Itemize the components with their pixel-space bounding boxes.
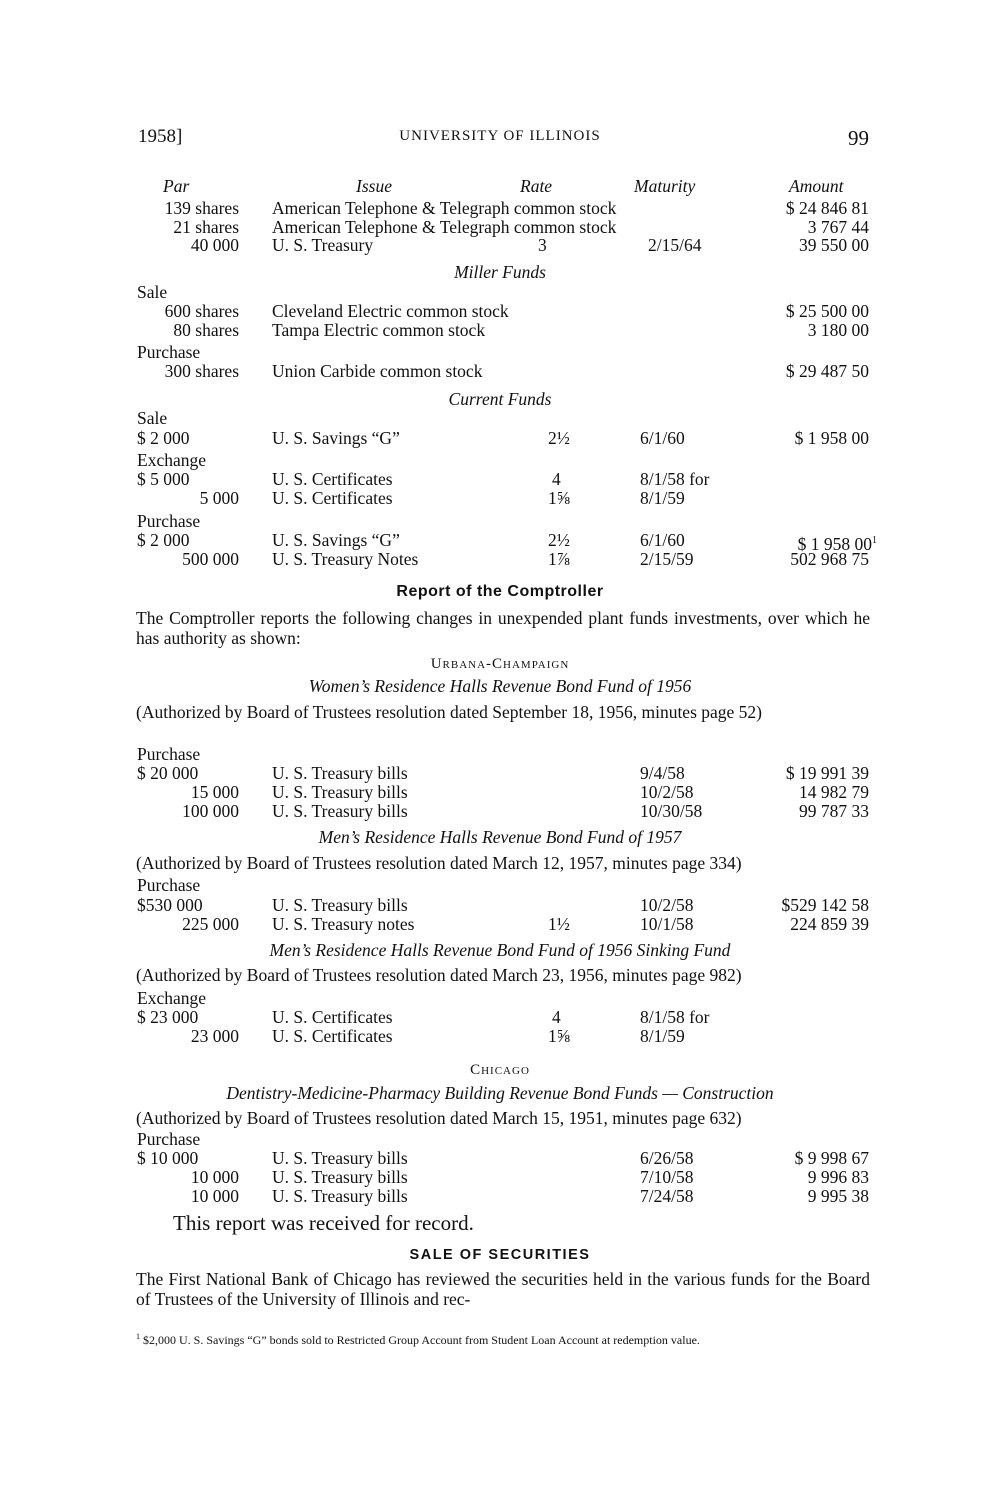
par: $530 000 — [137, 895, 203, 915]
section-title-miller: Miller Funds — [454, 262, 546, 282]
label-purchase: Purchase — [137, 342, 201, 362]
amount: $ 1 958 00 — [794, 428, 869, 448]
rate: 1⅞ — [548, 549, 570, 569]
par: $ 10 000 — [137, 1148, 199, 1168]
col-rate: Rate — [520, 176, 553, 196]
par: 15 000 — [190, 782, 239, 802]
maturity: 6/26/58 — [640, 1148, 694, 1168]
sale-securities-text: The First National Bank of Chicago has reviewed the securities held in the various funds for the Board of Trustees of the University of Illinois and rec- — [136, 1269, 870, 1309]
maturity: 2/15/59 — [640, 549, 694, 569]
amount: 99 787 33 — [799, 801, 869, 821]
amount: $ 24 846 81 — [785, 198, 869, 218]
par: 225 000 — [182, 914, 239, 934]
chicago-heading: Chicago — [470, 1062, 530, 1078]
label-purchase: Purchase — [137, 744, 201, 764]
amount: $ 19 991 39 — [785, 763, 869, 783]
par: 300 shares — [164, 361, 239, 381]
issue: U. S. Certificates — [272, 488, 393, 508]
maturity: 8/1/59 — [640, 488, 685, 508]
footnote — [136, 1330, 870, 1347]
par: 23 000 — [190, 1026, 239, 1046]
amount: $ 1 958 $00^1$ — [797, 533, 877, 554]
issue: U. S. Treasury bills — [272, 763, 408, 783]
par: 139 shares — [164, 198, 239, 218]
par: $ 20 000 — [137, 763, 199, 783]
amount: $529 142 58 — [781, 895, 869, 915]
label-exchange: Exchange — [137, 450, 206, 470]
footnote-mark: 1 — [136, 1332, 140, 1341]
issue: U. S. Treasury bills — [272, 1186, 408, 1206]
header-title: UNIVERSITY OF ILLINOIS — [399, 128, 601, 144]
maturity: 10/1/58 — [640, 914, 694, 934]
maturity: 8/1/58 for — [640, 1007, 710, 1027]
maturity: 9/4/58 — [640, 763, 685, 783]
amount: 224 859 39 — [790, 914, 869, 934]
col-issue: Issue — [356, 176, 392, 196]
par: $ 2 000 — [137, 530, 190, 550]
received-note: This report was received for record. — [173, 1211, 474, 1235]
womens-fund-title: Women’s Residence Halls Revenue Bond Fund of 1956 — [308, 676, 692, 696]
maturity: 7/24/58 — [640, 1186, 694, 1206]
amount: $ 29 487 50 — [785, 361, 869, 381]
maturity: 8/1/58 for — [640, 469, 710, 489]
col-maturity: Maturity — [634, 176, 696, 196]
maturity: 6/1/60 — [640, 428, 685, 448]
comptroller-intro: The Comptroller reports the following changes in unexpended plant funds investments, over which he has authority as shown: — [136, 608, 870, 648]
mens-fund-title: Men’s Residence Halls Revenue Bond Fund of 1957 — [318, 827, 682, 847]
issue: U. S. Treasury bills — [272, 1148, 408, 1168]
maturity: 10/2/58 — [640, 895, 694, 915]
amount: 502 968 75 — [790, 549, 869, 569]
rate: 2½ — [548, 530, 570, 550]
amount: 39 550 00 — [799, 235, 869, 255]
amount: 9 995 38 — [807, 1186, 869, 1206]
maturity: 10/2/58 — [640, 782, 694, 802]
header-year: 1958] — [138, 126, 183, 147]
rate: 2½ — [548, 428, 570, 448]
footnote-ref: 1 — [872, 535, 877, 546]
label-sale: Sale — [137, 408, 168, 428]
label-purchase: Purchase — [137, 1129, 201, 1149]
issue: U. S. Savings “G” — [272, 530, 400, 550]
issue: U. S. Savings “G” — [272, 428, 400, 448]
issue: American Telephone & Telegraph common stock — [272, 217, 617, 237]
issue: U. S. Treasury Notes — [272, 549, 419, 569]
maturity: 10/30/58 — [640, 801, 703, 821]
mens-authorization: (Authorized by Board of Trustees resolution dated March 12, 1957, minutes page 334) — [136, 853, 742, 873]
label-sale: Sale — [137, 282, 168, 302]
par: 5 000 — [199, 488, 239, 508]
sinking-authorization: (Authorized by Board of Trustees resolution dated March 23, 1956, minutes page 982) — [136, 965, 742, 985]
par: 21 shares — [173, 217, 239, 237]
footnote-text: $2,000 U. S. Savings “G” bonds sold to Restricted Group Account from Student Loan Account at redemption value. — [143, 1333, 700, 1347]
issue: U. S. Treasury notes — [272, 914, 415, 934]
maturity: 8/1/59 — [640, 1026, 685, 1046]
issue: U. S. Treasury bills — [272, 782, 408, 802]
issue: U. S. Treasury — [272, 235, 374, 255]
par: $ 23 000 — [137, 1007, 199, 1027]
issue: U. S. Treasury bills — [272, 801, 408, 821]
issue: U. S. Certificates — [272, 1007, 393, 1027]
urbana-heading: Urbana-Champaign — [430, 656, 570, 672]
rate: 3 — [538, 235, 547, 255]
amount: 14 982 79 — [799, 782, 869, 802]
comptroller-heading: Report of the Comptroller — [396, 583, 604, 600]
amount: 9 996 83 — [807, 1167, 869, 1187]
section-title-current: Current Funds — [448, 389, 552, 409]
issue: Cleveland Electric common stock — [272, 301, 509, 321]
maturity: 6/1/60 — [640, 530, 685, 550]
par: 10 000 — [190, 1186, 239, 1206]
dentistry-authorization: (Authorized by Board of Trustees resolution dated March 15, 1951, minutes page 632) — [136, 1108, 742, 1128]
par: 80 shares — [173, 320, 239, 340]
page-number: 99 — [848, 126, 869, 150]
issue: U. S. Certificates — [272, 1026, 393, 1046]
amount: 3 767 44 — [807, 217, 869, 237]
rate: 4 — [552, 469, 561, 489]
par: $ 5 000 — [137, 469, 190, 489]
par: $ 2 000 — [137, 428, 190, 448]
par: 500 000 — [182, 549, 239, 569]
label-purchase: Purchase — [137, 875, 201, 895]
dentistry-fund-title: Dentistry-Medicine-Pharmacy Building Revenue Bond Funds — Construction — [226, 1083, 774, 1103]
col-par: Par — [163, 176, 190, 196]
rate: 1½ — [548, 914, 570, 934]
sale-securities-heading: SALE OF SECURITIES — [409, 1247, 591, 1263]
amount: $ 9 998 67 — [794, 1148, 869, 1168]
label-exchange: Exchange — [137, 988, 206, 1008]
par: 600 shares — [164, 301, 239, 321]
col-amount: Amount — [789, 176, 844, 196]
issue: Union Carbide common stock — [272, 361, 483, 381]
label-purchase: Purchase — [137, 511, 201, 531]
rate: 4 — [552, 1007, 561, 1027]
issue: Tampa Electric common stock — [272, 320, 486, 340]
par: 40 000 — [190, 235, 239, 255]
maturity: 7/10/58 — [640, 1167, 694, 1187]
amount: 3 180 00 — [807, 320, 869, 340]
maturity: 2/15/64 — [648, 235, 702, 255]
par: 100 000 — [182, 801, 239, 821]
issue: American Telephone & Telegraph common stock — [272, 198, 617, 218]
par: 10 000 — [190, 1167, 239, 1187]
issue: U. S. Certificates — [272, 469, 393, 489]
rate: 1⅝ — [548, 1026, 570, 1046]
issue: U. S. Treasury bills — [272, 895, 408, 915]
issue: U. S. Treasury bills — [272, 1167, 408, 1187]
sinking-fund-title: Men’s Residence Halls Revenue Bond Fund of 1956 Sinking Fund — [269, 940, 731, 960]
amount: $ 25 500 00 — [785, 301, 869, 321]
womens-authorization: (Authorized by Board of Trustees resolution dated September 18, 1956, minutes page 52) — [136, 702, 763, 722]
rate: 1⅝ — [548, 488, 570, 508]
